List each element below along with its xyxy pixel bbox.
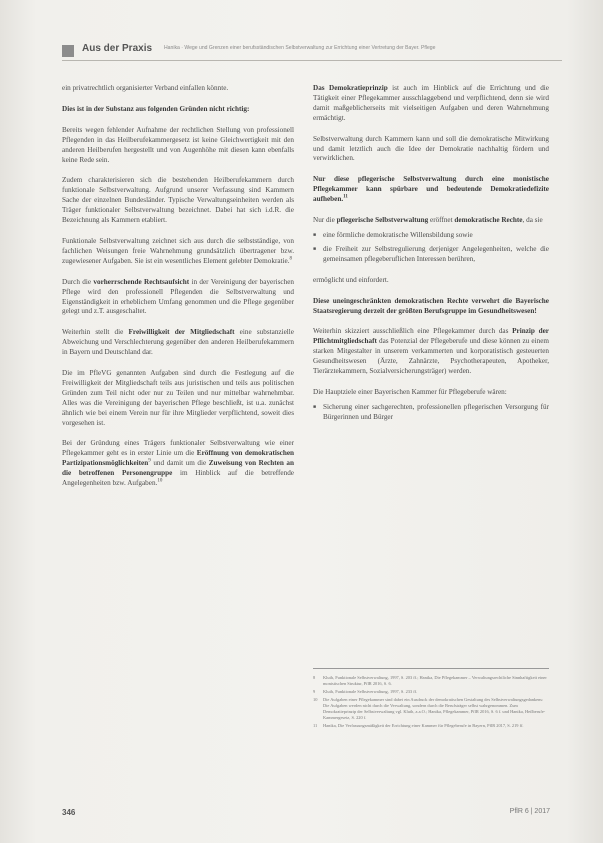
paragraph: Weiterhin skizziert ausschließlich eine Pflegekammer durch das Prinzip der Pflichtmitgliedschaft das Potenzial der Pflegeberufe und diese können zu einem starken Mitgestalter in unserem verkammerten und korporatistisch gesteuerten Gesundheitswesen (Ärzte, Zahnärzte, Psychotherapeuten, Apotheker, Tierärztekammern, Sozialversicherungsträger) werden. <box>313 327 549 376</box>
paragraph: ein privatrechtlich organisierter Verband einfallen könnte. <box>62 84 229 92</box>
list-item: ■ Sicherung einer sachgerechten, professionellen pflegerischen Versorgung für Bürgerinnen und Bürger <box>313 403 549 423</box>
footnote: 9 Kluth, Funktionale Selbstverwaltung, 1997, S. 233 ff. <box>313 689 418 694</box>
paragraph-heading: Dies ist in der Substanz aus folgenden Gründen nicht richtig: <box>62 104 250 113</box>
footnote-ref: 8 <box>289 256 293 262</box>
footnote-ref: 11 <box>343 194 348 200</box>
paragraph: Funktionale Selbstverwaltung zeichnet sich aus durch die selbstständige, von fachlichen Weisungen freie Wahrnehmung grundsätzlich übertragener bzw. zugewiesener Aufgaben. Sie ist ein wesentliches Element gelebter Demokratie.$^8$ <box>62 236 294 265</box>
header-rule <box>62 60 562 61</box>
paragraph: Bereits wegen fehlender Aufnahme der rechtlichen Stellung von professionell Pflegenden in das Heilberufekammergesetz ist keine Gleichwertigkeit mit den anderen Heilberufen hergestellt und von Augenhöhe mit diesen kann ebenfalls keine Rede sein. <box>62 125 294 164</box>
paragraph: Die im PfleVG genannten Aufgaben sind durch die Festlegung auf die Freiwilligkeit der Mitgliedschaft teils aus juristischen und teils aus politischen Gründen zum Teil nicht oder nur zu Teilen und nur mittelbar wahrnehmbar. Alles was die Vereinigung der bayerischen Pflege beschließt, ist u.a. zunächst ähnlich wie bei einem Verein nur für ihre Mitglieder verpflichtend, soweit dies vorgesehen ist. <box>62 369 294 427</box>
paragraph: Die Hauptziele einer Bayerischen Kammer für Pflegeberufe wären: <box>313 387 507 396</box>
running-title: Hanika · Wege und Grenzen einer berufsständischen Selbstverwaltung zur Errichtung einer Vertretung der Bayer. Pflege <box>164 45 436 51</box>
footnote-ref: 10 <box>157 478 163 484</box>
paragraph: Das Demokratieprinzip ist auch im Hinblick auf die Errichtung und die Tätigkeit einer Pflegekammer ausschlaggebend und verpflichtend, denn sie wird damit maßgeblicherseits mit vielseitigen Aufgaben und deren Wahrnehmung ermächtigt. <box>313 84 549 122</box>
section-title: Aus der Praxis <box>82 43 153 54</box>
list-item: ■ die Freiheit zur Selbstregulierung derjeniger Angelegenheiten, welche die gemeinsamen pflegeberuflichen Interessen berühren, <box>313 245 549 265</box>
paragraph: Zudem charakterisieren sich die bestehenden Heilberufekammern durch funktionale Selbstverwaltung. Aufgrund unserer Verfassung sind Kammern Sache der einzelnen Bundesländer. Typische Verwaltungseinheiten werden als Träger funktionaler Selbstverwaltung bezeichnet. Dabei hat sich i.d.R. die Bezeichnung als Kammern etabliert. <box>62 176 294 225</box>
footnote-ref: 9 <box>148 458 151 464</box>
right-column <box>313 84 549 434</box>
page-number: 346 <box>62 808 76 817</box>
footnote: 8 Kluth, Funktionale Selbstverwaltung, 1997, S. 203 ff.; Hanika, Die Pflegekammer – Verwaltungsrechtliche Sinnhaftigkeit einer monistischen Struktur, PflR 2016, S. 6. <box>313 675 547 686</box>
list-item: ■ eine förmliche demokratische Willensbildung sowie <box>313 231 549 241</box>
paragraph: Nur die pflegerische Selbstverwaltung eröffnet demokratische Rechte, da sie <box>313 216 543 225</box>
paragraph: Durch die vorherrschende Rechtsaufsicht in der Vereinigung der bayerischen Pflege wird den professionell Pflegenden die Selbstverwaltung und Eigenständigkeit in erheblichem Umfang genommen und die Pflege gegenüber gelegt und z.T. ausgeschaltet. <box>62 277 294 316</box>
paragraph: ermöglicht und einfordert. <box>313 275 389 284</box>
paragraph: Weiterhin stellt die Freiwilligkeit der Mitgliedschaft eine substanzielle Abweichung und Verschlechterung gegenüber den anderen Heilberufekammern in Bayern und Deutschland dar. <box>62 328 294 357</box>
left-column <box>62 84 294 500</box>
paragraph-emphasis: Diese uneingeschränkten demokratischen Rechte verwehrt die Bayerische Staatsregierung derzeit der größten Berufsgruppe im Gesundheitswesen! <box>313 296 549 315</box>
bullet-list <box>313 403 549 423</box>
paragraph-emphasis: Nur diese pflegerische Selbstverwaltung durch eine monistische Pflegekammer kann spürbare und bedeutende Demokratiedefizite aufheben.$^{11}$ <box>313 175 549 204</box>
footnotes <box>313 668 549 731</box>
bullet-list <box>313 231 549 265</box>
footnote: 11 Hanika, Die Verfassungsmäßigkeit der Errichtung einer Kammer für Pflegeberufe in Bayern, PflR 2017, S. 219 ff. <box>313 723 524 728</box>
footnote: 10 Die Aufgaben einer Pflegekammer sind dabei ein Ausdruck der demokratischen Gestaltung des Selbstverwaltungsgedankens: Die Aufgaben werden nicht durch die Verwaltung, sondern durch die Berufsträger selbst wahrgenommen. Zum Demokratieprinzip der Selbstverwaltung vgl. Kluth, a.a.O.; Hanika, Pflegekammer, PflR 2016, S. 6 f. und Hanika, Heilberufe-Kammergesetz, S. 220 f. <box>313 697 546 720</box>
page-header <box>62 43 562 63</box>
section-marker-icon <box>62 45 74 57</box>
paragraph: Bei der Gründung eines Trägers funktionaler Selbstverwaltung wie einer Pflegekammer geht es in erster Linie um die Eröffnung von demokratischen Partizipationsmöglichkeiten$^9$ und damit um die Zuweisung von Rechten an die betroffenen Personengruppe im Hinblick auf die betreffende Angelegenheiten bzw. Aufgaben.$^{10}$ <box>62 439 295 488</box>
paragraph: Selbstverwaltung durch Kammern kann und soll die demokratische Mitwirkung und damit letztlich auch die Idee der Demokratie nachhaltig fördern und verwirklichen. <box>313 134 549 163</box>
journal-issue: PflR 6 | 2017 <box>509 808 550 815</box>
